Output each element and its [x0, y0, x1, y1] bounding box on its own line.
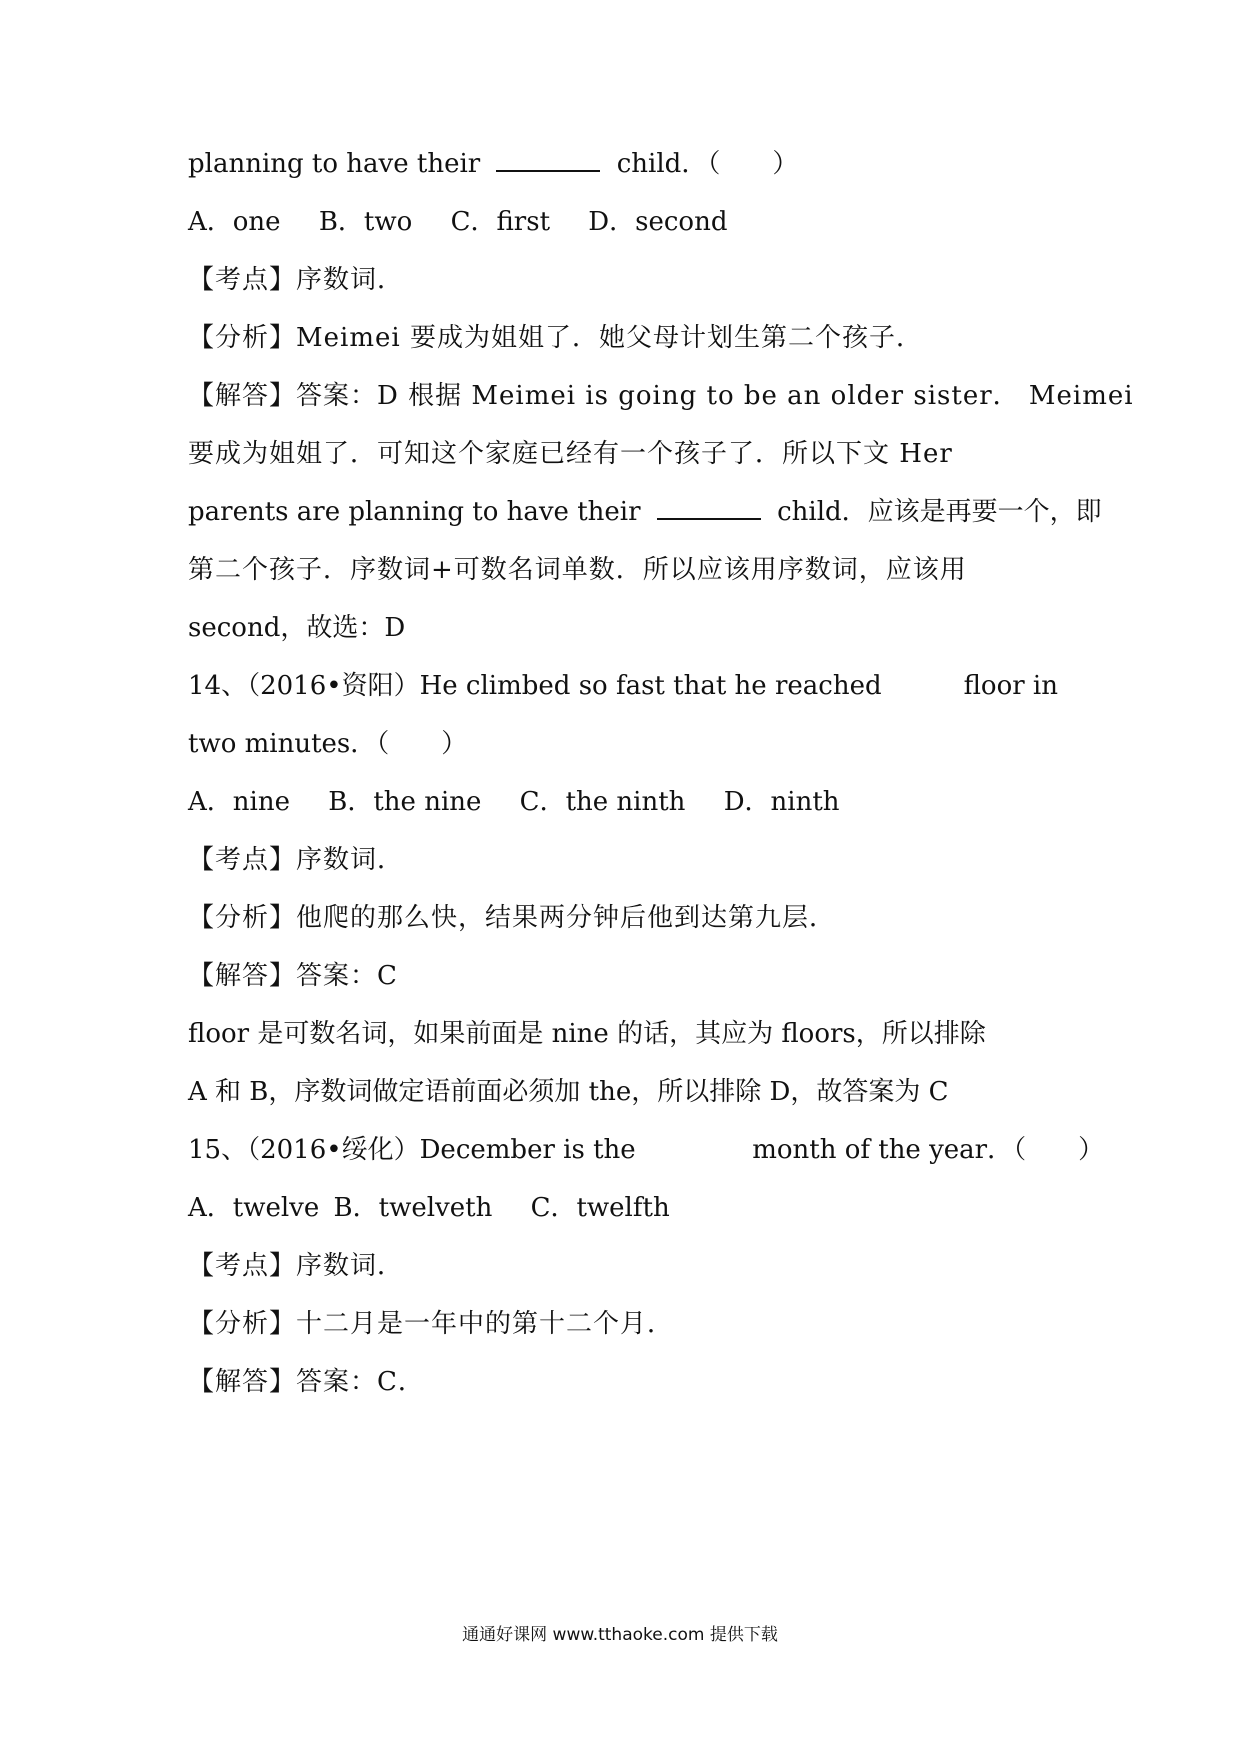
q15-option-a: A．twelve — [188, 1193, 320, 1223]
q14-stem-part-b: floor in — [963, 671, 1058, 701]
q13-stem-part-b: child．（ ） — [616, 149, 799, 179]
q13-jieda-line3-part-b: child．应该是再要一个，即 — [777, 497, 1102, 527]
q13-jieda-line3 — [188, 490, 1102, 534]
q15-stem — [188, 1128, 1105, 1172]
q14-stem-line2: two minutes．（ ） — [188, 729, 468, 759]
q15-stem-part-b: month of the year．（ ） — [752, 1135, 1105, 1165]
q13-option-c: C．first — [450, 207, 551, 237]
q14-explain-line2: A 和 B，序数词做定语前面必须加 the，所以排除 D，故答案为 C — [188, 1077, 949, 1107]
q13-options — [188, 200, 1058, 244]
q15-fenxi: 【分析】十二月是一年中的第十二个月． — [188, 1309, 675, 1339]
q14-stem-part-a: 14、（2016•资阳）He climbed so fast that he reached — [188, 671, 882, 701]
page-footer: 通通好课网 www.tthaoke.com 提供下载 — [462, 1625, 778, 1645]
q15-options — [188, 1186, 1058, 1230]
q13-jieda-line3-part-a: parents are planning to have their — [188, 497, 641, 527]
q13-jieda-line2: 要成为姐姐了．可知这个家庭已经有一个孩子了．所以下文 Her — [188, 439, 953, 469]
q14-fenxi: 【分析】他爬的那么快，结果两分钟后他到达第九层． — [188, 903, 837, 933]
q13-stem-line — [188, 142, 1058, 186]
q13-answer-blank — [496, 148, 600, 172]
q14-option-d: D．ninth — [723, 787, 840, 817]
q13-fenxi: 【分析】Meimei 要成为姐姐了．她父母计划生第二个孩子． — [188, 323, 923, 353]
q13-option-a: A．one — [188, 207, 281, 237]
q14-option-a: A．nine — [188, 787, 290, 817]
q15-jieda: 【解答】答案：C． — [188, 1367, 425, 1397]
q13-jieda-line5: second，故选：D — [188, 613, 406, 643]
q15-option-b: B．twelveth — [333, 1193, 493, 1223]
q13-stem-part-a: planning to have their — [188, 149, 481, 179]
q15-option-c: C．twelfth — [530, 1193, 670, 1223]
q14-explain-line1: floor 是可数名词，如果前面是 nine 的话，其应为 floors，所以排除 — [188, 1019, 986, 1049]
q15-stem-part-a: 15、（2016•绥化）December is the — [188, 1135, 636, 1165]
q13-kaodian: 【考点】序数词． — [188, 265, 405, 295]
q14-option-b: B．the nine — [328, 787, 482, 817]
q13-option-d: D．second — [588, 207, 728, 237]
q13-option-b: B．two — [318, 207, 413, 237]
q15-kaodian: 【考点】序数词． — [188, 1251, 405, 1281]
q13-jieda-line1: 【解答】答案：D 根据 Meimei is going to be an older sister． Meimei — [188, 381, 1134, 411]
q14-option-c: C．the ninth — [519, 787, 686, 817]
q13-jieda-blank — [657, 496, 761, 520]
q14-options — [188, 780, 1058, 824]
q14-kaodian: 【考点】序数词． — [188, 845, 405, 875]
q14-stem-line1 — [188, 664, 1058, 708]
q14-jieda: 【解答】答案：C — [188, 961, 398, 991]
q13-jieda-line4: 第二个孩子．序数词+可数名词单数．所以应该用序数词，应该用 — [188, 555, 967, 585]
